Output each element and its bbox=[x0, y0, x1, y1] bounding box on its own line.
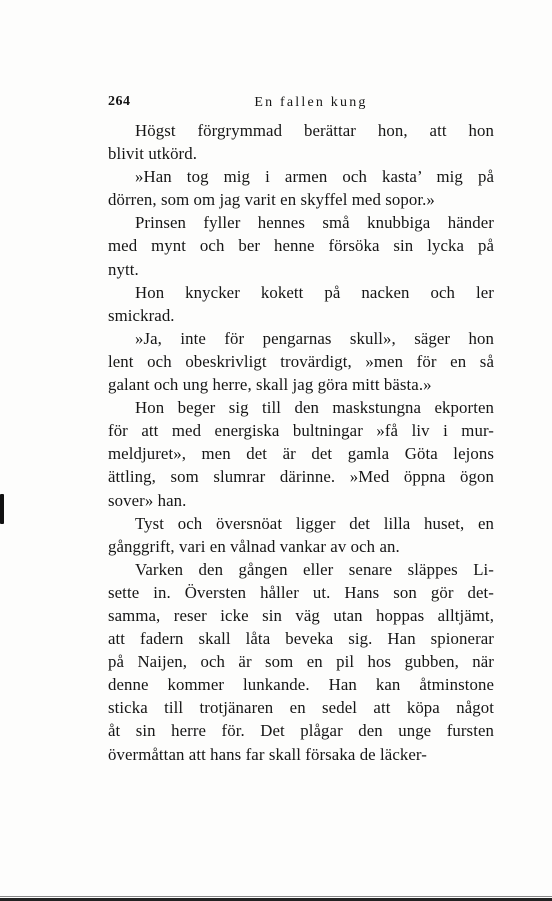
text-line: ättling, som slumrar därinne. »Med öppna ögon bbox=[108, 467, 494, 487]
paragraph bbox=[108, 281, 494, 327]
text-line: Hon knycker kokett på nacken och ler bbox=[135, 282, 494, 302]
paragraph bbox=[108, 396, 494, 511]
text-line: meldjuret», men det är det gamla Göta lejons bbox=[108, 444, 494, 464]
text-line: blivit utkörd. bbox=[108, 144, 198, 164]
running-head bbox=[108, 94, 494, 112]
text-line: sover» han. bbox=[108, 490, 187, 510]
text-line: med mynt och ber henne försöka sin lycka på bbox=[108, 236, 494, 256]
text-line: »Ja, inte för pengarnas skull», säger hon bbox=[135, 328, 494, 348]
text-line: Högst förgrymmad berättar hon, att hon bbox=[135, 121, 494, 140]
text-line: Tyst och översnöat ligger det lilla huset, en bbox=[135, 513, 494, 533]
text-line: på Naijen, och är som en pil hos gubben, när bbox=[108, 652, 494, 672]
text-line: lent och obeskrivligt trovärdigt, »men för en så bbox=[108, 351, 494, 371]
bottom-edge-line bbox=[0, 896, 552, 897]
paragraph bbox=[108, 211, 494, 280]
text-line: att fadern skall låta beveka sig. Han spionerar bbox=[108, 629, 494, 649]
text-line: smickrad. bbox=[108, 305, 175, 325]
text-line: Varken den gången eller senare släppes Li- bbox=[135, 559, 494, 579]
text-line: Prinsen fyller hennes små knubbiga händer bbox=[135, 213, 494, 233]
text-line: sticka till trotjänaren en sedel att köpa något bbox=[108, 698, 494, 718]
text-line: denne kommer lunkande. Han kan åtminstone bbox=[108, 675, 494, 695]
text-line: övermåttan att hans far skall försaka de läcker- bbox=[108, 744, 427, 764]
paragraph bbox=[108, 165, 494, 211]
paragraph bbox=[108, 119, 494, 165]
text-line: gånggrift, vari en vålnad vankar av och an. bbox=[108, 536, 400, 556]
body-text bbox=[108, 119, 494, 766]
text-line: nytt. bbox=[108, 259, 139, 279]
running-title: En fallen kung bbox=[254, 95, 368, 110]
text-line: Hon beger sig till den maskstungna ekporten bbox=[135, 398, 494, 418]
page-number: 264 bbox=[108, 94, 131, 109]
paragraph bbox=[108, 512, 494, 558]
page-edge-mark bbox=[0, 494, 4, 524]
text-line: »Han tog mig i armen och kasta’ mig på bbox=[135, 167, 494, 187]
paragraph bbox=[108, 558, 494, 766]
text-line: för att med energiska bultningar »få liv i mur- bbox=[108, 421, 494, 441]
text-line: åt sin herre för. Det plågar den unge fursten bbox=[108, 721, 494, 741]
text-line: sette in. Översten håller ut. Hans son gör det- bbox=[108, 582, 494, 602]
text-line: dörren, som om jag varit en skyffel med sopor.» bbox=[108, 190, 435, 210]
text-line: galant och ung herre, skall jag göra mitt bästa.» bbox=[108, 375, 432, 395]
paragraph bbox=[108, 327, 494, 396]
text-line: samma, reser icke sin väg utan hoppas alltjämt, bbox=[108, 605, 494, 625]
